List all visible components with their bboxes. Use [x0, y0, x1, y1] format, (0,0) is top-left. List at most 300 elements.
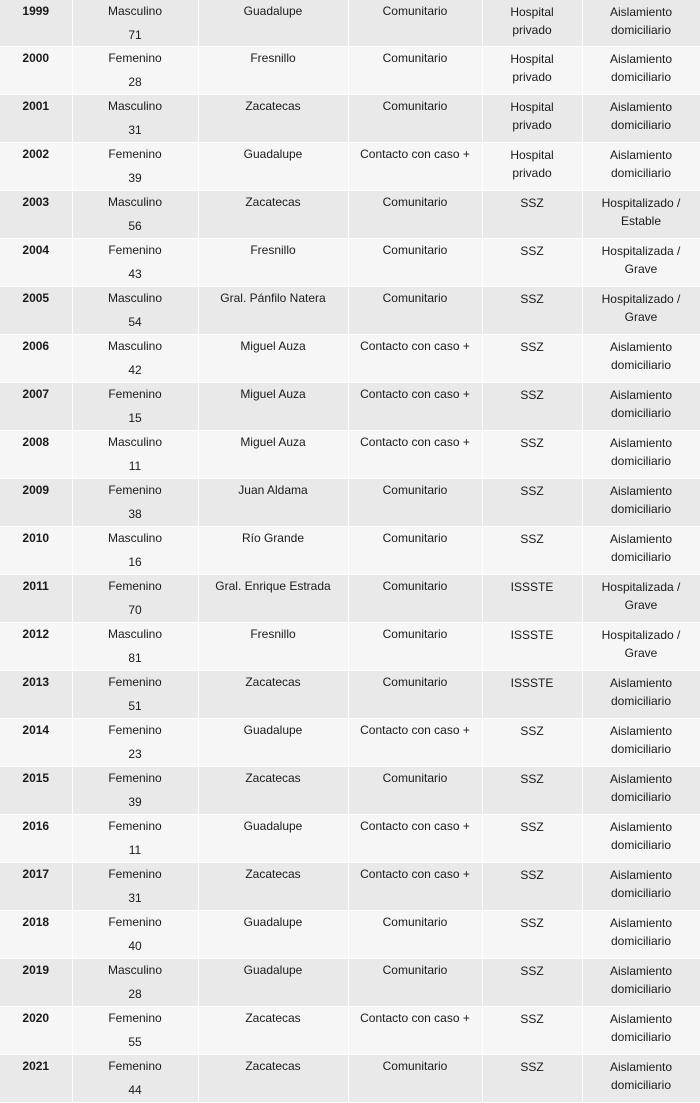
case-number: 2020	[22, 1011, 50, 1025]
municipality-cell	[198, 47, 348, 95]
contagion-type-label: Comunitario	[382, 51, 448, 65]
status-label: domiciliario	[610, 166, 672, 180]
case-number: 2010	[22, 531, 50, 545]
age-value: 55	[128, 1035, 142, 1049]
case-number: 2001	[22, 99, 50, 113]
status-cell	[582, 719, 700, 767]
status-cell	[582, 47, 700, 95]
contagion-type-label: Contacto con caso +	[360, 867, 470, 881]
status-cell	[582, 383, 700, 431]
contagion-cell	[348, 911, 482, 959]
contagion-cell	[348, 575, 482, 623]
institution-cell	[482, 335, 582, 383]
status-cell	[582, 191, 700, 239]
case-number-cell	[0, 911, 72, 959]
sex-label: Femenino	[108, 51, 162, 65]
municipality-label: Zacatecas	[245, 867, 301, 881]
age-value: 15	[128, 411, 142, 425]
case-number-cell	[0, 623, 72, 671]
contagion-type-label: Comunitario	[382, 99, 448, 113]
institution-label: SSZ	[520, 772, 544, 786]
sex-label: Femenino	[108, 483, 162, 497]
institution-label: SSZ	[520, 1012, 544, 1026]
municipality-cell	[198, 623, 348, 671]
institution-cell	[482, 863, 582, 911]
status-label: Hospitalizado /	[601, 292, 681, 306]
sex-label: Femenino	[108, 867, 162, 881]
sex-age-cell	[72, 527, 198, 575]
table-row	[0, 143, 700, 191]
institution-cell	[482, 143, 582, 191]
sex-label: Femenino	[108, 243, 162, 257]
status-cell	[582, 527, 700, 575]
sex-label: Masculino	[107, 4, 163, 18]
municipality-cell	[198, 287, 348, 335]
table-row	[0, 287, 700, 335]
municipality-label: Guadalupe	[243, 147, 303, 161]
table-row	[0, 191, 700, 239]
age-value: 39	[128, 795, 142, 809]
status-label: Hospitalizada /	[601, 244, 681, 258]
institution-cell	[482, 479, 582, 527]
status-label: domiciliario	[610, 934, 672, 948]
municipality-label: Miguel Auza	[240, 387, 306, 401]
case-number-cell	[0, 671, 72, 719]
sex-label: Femenino	[108, 387, 162, 401]
status-label: Aislamiento	[609, 868, 673, 882]
municipality-label: Guadalupe	[243, 4, 303, 18]
contagion-type-label: Contacto con caso +	[360, 147, 470, 161]
status-label: Hospitalizada /	[601, 580, 681, 594]
case-number-cell	[0, 335, 72, 383]
status-cell	[582, 95, 700, 143]
municipality-label: Guadalupe	[243, 915, 303, 929]
status-label: Aislamiento	[609, 5, 673, 19]
case-number: 2011	[22, 579, 49, 593]
status-label: Aislamiento	[609, 676, 673, 690]
table-row	[0, 911, 700, 959]
contagion-cell	[348, 959, 482, 1007]
case-number-cell	[0, 239, 72, 287]
case-number: 1999	[22, 4, 50, 18]
contagion-cell	[348, 95, 482, 143]
table-row	[0, 815, 700, 863]
municipality-label: Zacatecas	[245, 1059, 301, 1073]
table-row	[0, 527, 700, 575]
municipality-label: Guadalupe	[243, 963, 303, 977]
case-number: 2018	[22, 915, 50, 929]
institution-cell	[482, 431, 582, 479]
sex-age-cell	[72, 431, 198, 479]
municipality-cell	[198, 0, 348, 47]
age-value: 16	[128, 555, 142, 569]
municipality-label: Zacatecas	[245, 99, 301, 113]
case-number-cell	[0, 0, 72, 47]
case-number: 2004	[22, 243, 50, 257]
status-label: domiciliario	[610, 790, 672, 804]
contagion-type-label: Comunitario	[382, 291, 448, 305]
contagion-type-label: Contacto con caso +	[360, 819, 470, 833]
municipality-cell	[198, 719, 348, 767]
institution-label: SSZ	[520, 436, 544, 450]
contagion-type-label: Comunitario	[382, 675, 448, 689]
contagion-type-label: Comunitario	[382, 771, 448, 785]
age-value: 23	[128, 747, 142, 761]
status-label: Aislamiento	[609, 100, 673, 114]
age-value: 28	[128, 987, 142, 1001]
status-label: Grave	[624, 598, 658, 612]
institution-cell	[482, 47, 582, 95]
table-row	[0, 0, 700, 47]
contagion-cell	[348, 191, 482, 239]
status-cell	[582, 575, 700, 623]
contagion-cell	[348, 287, 482, 335]
sex-age-cell	[72, 335, 198, 383]
status-label: Aislamiento	[609, 724, 673, 738]
contagion-type-label: Comunitario	[382, 1059, 448, 1073]
institution-cell	[482, 383, 582, 431]
institution-label: ISSSTE	[510, 676, 554, 690]
sex-age-cell	[72, 815, 198, 863]
age-value: 43	[128, 267, 142, 281]
sex-label: Femenino	[108, 723, 162, 737]
status-label: domiciliario	[610, 70, 672, 84]
case-number-cell	[0, 527, 72, 575]
contagion-cell	[348, 383, 482, 431]
institution-cell	[482, 767, 582, 815]
institution-label: privado	[512, 70, 552, 84]
institution-label: Hospital	[510, 52, 554, 66]
case-number: 2014	[22, 723, 50, 737]
status-label: Aislamiento	[609, 916, 673, 930]
age-value: 39	[128, 171, 142, 185]
status-cell	[582, 911, 700, 959]
sex-age-cell	[72, 239, 198, 287]
status-cell	[582, 1055, 700, 1103]
case-number: 2016	[22, 819, 50, 833]
sex-age-cell	[72, 47, 198, 95]
institution-cell	[482, 815, 582, 863]
status-label: domiciliario	[610, 838, 672, 852]
status-label: Aislamiento	[609, 820, 673, 834]
institution-cell	[482, 287, 582, 335]
municipality-cell	[198, 239, 348, 287]
institution-label: ISSSTE	[510, 628, 554, 642]
institution-cell	[482, 911, 582, 959]
sex-age-cell	[72, 191, 198, 239]
contagion-cell	[348, 47, 482, 95]
table-row	[0, 575, 700, 623]
table-row	[0, 431, 700, 479]
institution-label: SSZ	[520, 388, 544, 402]
status-label: domiciliario	[610, 982, 672, 996]
sex-age-cell	[72, 719, 198, 767]
status-label: domiciliario	[610, 1078, 672, 1092]
municipality-label: Miguel Auza	[240, 339, 306, 353]
status-cell	[582, 143, 700, 191]
municipality-label: Fresnillo	[250, 51, 296, 65]
case-number: 2008	[22, 435, 50, 449]
contagion-type-label: Contacto con caso +	[360, 435, 470, 449]
case-number-cell	[0, 815, 72, 863]
sex-label: Masculino	[107, 963, 163, 977]
contagion-type-label: Comunitario	[382, 243, 448, 257]
contagion-cell	[348, 623, 482, 671]
sex-age-cell	[72, 911, 198, 959]
sex-age-cell	[72, 863, 198, 911]
status-label: Hospitalizado /	[601, 628, 681, 642]
contagion-type-label: Comunitario	[382, 4, 448, 18]
case-number: 2003	[22, 195, 50, 209]
contagion-cell	[348, 671, 482, 719]
institution-label: privado	[512, 166, 552, 180]
status-label: Aislamiento	[609, 340, 673, 354]
age-value: 70	[128, 603, 142, 617]
age-value: 11	[128, 459, 142, 473]
municipality-cell	[198, 767, 348, 815]
institution-label: SSZ	[520, 1060, 544, 1074]
sex-age-cell	[72, 479, 198, 527]
municipality-cell	[198, 335, 348, 383]
status-label: Aislamiento	[609, 388, 673, 402]
status-label: domiciliario	[610, 23, 672, 37]
sex-label: Femenino	[108, 771, 162, 785]
sex-label: Femenino	[108, 675, 162, 689]
institution-cell	[482, 1055, 582, 1103]
institution-cell	[482, 623, 582, 671]
case-number-cell	[0, 575, 72, 623]
case-number-cell	[0, 431, 72, 479]
status-cell	[582, 335, 700, 383]
status-cell	[582, 0, 700, 47]
municipality-cell	[198, 863, 348, 911]
institution-cell	[482, 527, 582, 575]
municipality-label: Río Grande	[241, 531, 305, 545]
institution-label: SSZ	[520, 868, 544, 882]
municipality-label: Fresnillo	[250, 243, 296, 257]
status-cell	[582, 959, 700, 1007]
table-row	[0, 671, 700, 719]
table-row	[0, 623, 700, 671]
municipality-label: Miguel Auza	[240, 435, 306, 449]
institution-label: SSZ	[520, 484, 544, 498]
status-cell	[582, 479, 700, 527]
status-label: domiciliario	[610, 550, 672, 564]
status-cell	[582, 671, 700, 719]
status-label: Grave	[624, 646, 658, 660]
status-cell	[582, 287, 700, 335]
contagion-cell	[348, 479, 482, 527]
table-row	[0, 767, 700, 815]
sex-label: Masculino	[107, 627, 163, 641]
municipality-cell	[198, 431, 348, 479]
case-number-cell	[0, 719, 72, 767]
contagion-type-label: Comunitario	[382, 195, 448, 209]
status-label: Aislamiento	[609, 772, 673, 786]
municipality-cell	[198, 671, 348, 719]
institution-label: privado	[512, 23, 552, 37]
case-number: 2009	[22, 483, 50, 497]
status-cell	[582, 767, 700, 815]
institution-label: SSZ	[520, 244, 544, 258]
case-number-cell	[0, 191, 72, 239]
status-label: Aislamiento	[609, 1012, 673, 1026]
municipality-cell	[198, 143, 348, 191]
status-label: domiciliario	[610, 1030, 672, 1044]
status-label: Aislamiento	[609, 964, 673, 978]
sex-age-cell	[72, 1055, 198, 1103]
status-label: domiciliario	[610, 118, 672, 132]
institution-label: SSZ	[520, 724, 544, 738]
contagion-cell	[348, 335, 482, 383]
table-row	[0, 959, 700, 1007]
case-number: 2007	[22, 387, 50, 401]
status-label: Grave	[624, 310, 658, 324]
sex-age-cell	[72, 767, 198, 815]
sex-age-cell	[72, 287, 198, 335]
case-number: 2012	[22, 627, 50, 641]
contagion-type-label: Comunitario	[382, 531, 448, 545]
contagion-cell	[348, 143, 482, 191]
table-row	[0, 47, 700, 95]
sex-age-cell	[72, 623, 198, 671]
contagion-type-label: Contacto con caso +	[360, 387, 470, 401]
case-number-cell	[0, 383, 72, 431]
contagion-type-label: Comunitario	[382, 915, 448, 929]
contagion-type-label: Comunitario	[382, 483, 448, 497]
status-label: Aislamiento	[609, 532, 673, 546]
age-value: 56	[128, 219, 142, 233]
contagion-cell	[348, 767, 482, 815]
contagion-cell	[348, 815, 482, 863]
sex-label: Femenino	[108, 1011, 162, 1025]
contagion-cell	[348, 0, 482, 47]
status-label: Aislamiento	[609, 148, 673, 162]
contagion-cell	[348, 527, 482, 575]
municipality-cell	[198, 911, 348, 959]
contagion-cell	[348, 239, 482, 287]
municipality-label: Gral. Pánfilo Natera	[220, 291, 326, 305]
municipality-label: Guadalupe	[243, 819, 303, 833]
sex-age-cell	[72, 959, 198, 1007]
case-number: 2000	[22, 51, 50, 65]
case-number: 2021	[22, 1059, 50, 1073]
sex-label: Femenino	[108, 819, 162, 833]
institution-label: SSZ	[520, 964, 544, 978]
age-value: 81	[128, 651, 142, 665]
contagion-type-label: Comunitario	[382, 579, 448, 593]
case-number-cell	[0, 1055, 72, 1103]
sex-label: Masculino	[107, 99, 163, 113]
municipality-cell	[198, 815, 348, 863]
status-label: domiciliario	[610, 886, 672, 900]
status-cell	[582, 815, 700, 863]
table-row	[0, 479, 700, 527]
contagion-type-label: Comunitario	[382, 627, 448, 641]
case-number: 2002	[22, 147, 50, 161]
institution-cell	[482, 95, 582, 143]
institution-cell	[482, 575, 582, 623]
municipality-label: Guadalupe	[243, 723, 303, 737]
municipality-label: Juan Aldama	[238, 483, 308, 497]
sex-age-cell	[72, 95, 198, 143]
case-number-cell	[0, 143, 72, 191]
case-number-cell	[0, 95, 72, 143]
age-value: 54	[128, 315, 142, 329]
institution-cell	[482, 671, 582, 719]
case-number-cell	[0, 287, 72, 335]
institution-cell	[482, 719, 582, 767]
institution-label: SSZ	[520, 532, 544, 546]
municipality-cell	[198, 1055, 348, 1103]
case-number: 2005	[22, 291, 50, 305]
contagion-cell	[348, 719, 482, 767]
contagion-type-label: Contacto con caso +	[360, 723, 470, 737]
institution-label: SSZ	[520, 820, 544, 834]
municipality-label: Fresnillo	[250, 627, 296, 641]
table-row	[0, 863, 700, 911]
institution-label: Hospital	[510, 5, 554, 19]
sex-age-cell	[72, 575, 198, 623]
municipality-label: Zacatecas	[245, 675, 301, 689]
table-row	[0, 719, 700, 767]
institution-label: privado	[512, 118, 552, 132]
municipality-label: Zacatecas	[245, 771, 301, 785]
status-label: Estable	[620, 214, 662, 228]
status-cell	[582, 863, 700, 911]
status-label: Aislamiento	[609, 1060, 673, 1074]
institution-label: Hospital	[510, 148, 554, 162]
institution-cell	[482, 191, 582, 239]
sex-label: Masculino	[107, 531, 163, 545]
case-number: 2006	[22, 339, 50, 353]
municipality-label: Gral. Enrique Estrada	[215, 579, 331, 593]
case-number-cell	[0, 863, 72, 911]
case-number: 2013	[22, 675, 50, 689]
municipality-label: Zacatecas	[245, 195, 301, 209]
sex-age-cell	[72, 0, 198, 47]
contagion-type-label: Comunitario	[382, 963, 448, 977]
contagion-cell	[348, 431, 482, 479]
sex-age-cell	[72, 143, 198, 191]
institution-cell	[482, 239, 582, 287]
status-label: domiciliario	[610, 502, 672, 516]
case-number-cell	[0, 767, 72, 815]
contagion-type-label: Contacto con caso +	[360, 339, 470, 353]
municipality-cell	[198, 383, 348, 431]
case-number: 2015	[22, 771, 50, 785]
contagion-type-label: Contacto con caso +	[360, 1011, 470, 1025]
case-number: 2019	[22, 963, 50, 977]
age-value: 11	[128, 843, 142, 857]
case-number: 2017	[22, 867, 50, 881]
contagion-cell	[348, 1055, 482, 1103]
sex-label: Femenino	[108, 579, 162, 593]
institution-label: SSZ	[520, 292, 544, 306]
sex-label: Masculino	[107, 339, 163, 353]
case-number-cell	[0, 959, 72, 1007]
age-value: 42	[128, 363, 142, 377]
table-row	[0, 95, 700, 143]
table-row	[0, 383, 700, 431]
age-value: 38	[128, 507, 142, 521]
table-row	[0, 335, 700, 383]
institution-cell	[482, 0, 582, 47]
status-label: Grave	[624, 262, 658, 276]
sex-label: Masculino	[107, 195, 163, 209]
age-value: 44	[128, 1083, 142, 1097]
municipality-label: Zacatecas	[245, 1011, 301, 1025]
